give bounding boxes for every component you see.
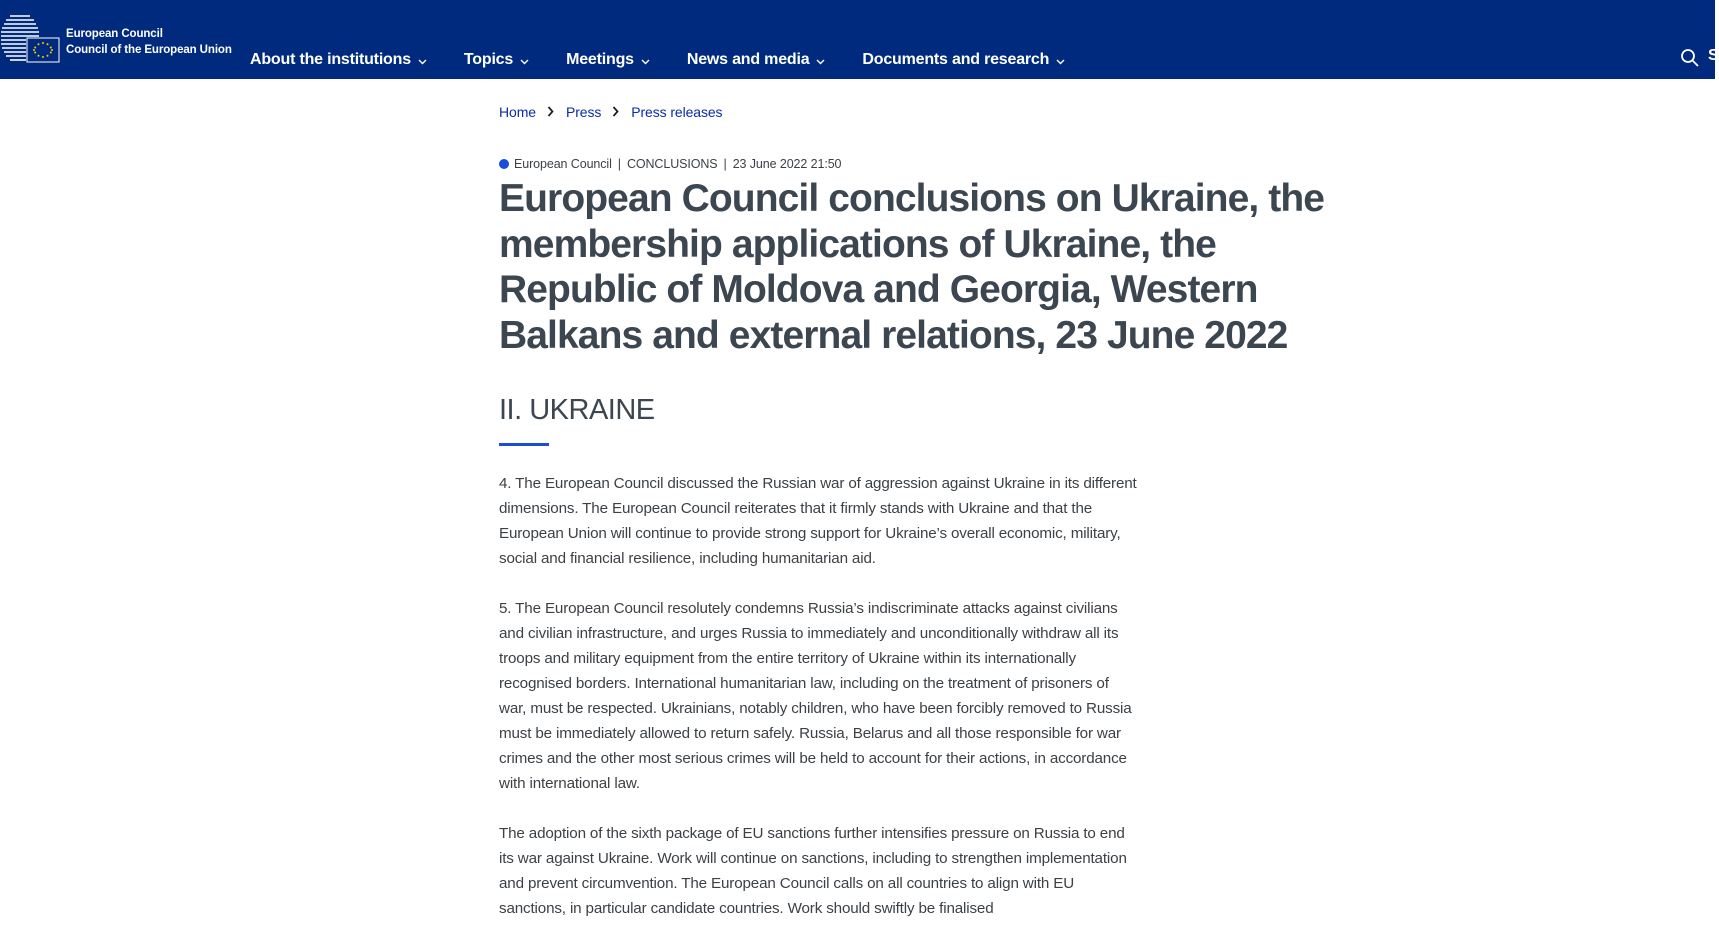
nav-item-meetings[interactable] — [566, 50, 650, 70]
nav-item-about-institutions[interactable] — [250, 50, 427, 70]
breadcrumb-press-releases[interactable]: Press releases — [631, 104, 723, 120]
nav-item-documents-research[interactable] — [862, 50, 1065, 70]
paragraph-sanctions: The adoption of the sixth package of EU sanctions further intensifies pressure on Russia to end its war against Ukraine. Work will continue on sanctions, including to strengthen implementation and prevent circumvention. The European Council calls on all countries to align with EU sanctions, in particular candidate countries. Work should swiftly be finalised — [499, 825, 1127, 917]
search-icon[interactable] — [1680, 48, 1700, 68]
council-emblem-icon — [0, 13, 62, 69]
search-label[interactable]: S — [1708, 47, 1719, 64]
meta-institution: European Council — [514, 157, 612, 171]
logo-text — [66, 24, 232, 58]
breadcrumb-home[interactable]: Home — [499, 104, 536, 120]
site-logo[interactable] — [0, 13, 232, 69]
nav-item-news-media[interactable] — [687, 50, 826, 70]
paragraph-5: 5. The European Council resolutely condemns Russia’s indiscriminate attacks against civilians and civilian infrastructure, and urges Russia to immediately and unconditionally withdraw all its troops and military equipment from the entire territory of Ukraine within its internationally recognised borders. International humanitarian law, including on the treatment of prisoners of war, must be respected. Ukrainians, notably children, who have been forcibly removed to Russia must be immediately allowed to return safely. Russia, Belarus and all those responsible for war crimes and the other most serious crimes will be held to account for their actions, in accordance with international law. — [499, 600, 1132, 792]
institution-dot-icon — [499, 159, 509, 169]
chevron-down-icon — [1056, 52, 1065, 70]
chevron-right-icon — [612, 104, 619, 120]
page-title: European Council conclusions on Ukraine, the membership applications of Ukraine, the Republic of Moldova and Georgia, Western Balkans and external relations, 23 June 2022 — [499, 177, 1325, 357]
chevron-down-icon — [641, 52, 650, 70]
article-body — [499, 471, 1139, 946]
logo-line-council-eu: Council of the European Union — [66, 44, 232, 56]
meta-type: CONCLUSIONS — [626, 157, 718, 171]
nav-item-label: News and media — [686, 51, 810, 68]
logo-line-european-council: European Council — [66, 28, 163, 40]
section-heading: II. UKRAINE — [499, 394, 655, 426]
meta-separator: | — [617, 157, 621, 171]
section-underline — [499, 443, 549, 446]
nav-item-label: Topics — [463, 51, 514, 68]
meta-date: 23 June 2022 21:50 — [732, 157, 842, 171]
breadcrumb-press[interactable]: Press — [565, 104, 602, 120]
main-navigation — [250, 46, 1102, 74]
chevron-down-icon — [520, 52, 529, 70]
nav-item-label: Documents and research — [862, 51, 1050, 68]
meta-separator: | — [723, 157, 727, 171]
paragraph-4: 4. The European Council discussed the Russian war of aggression against Ukraine in its different dimensions. The European Council reiterates that it firmly stands with Ukraine and that the European Union will continue to provide strong support for Ukraine’s overall economic, military, social and financial resilience, including humanitarian aid. — [499, 475, 1137, 567]
nav-item-label: Meetings — [566, 51, 634, 68]
chevron-down-icon — [816, 52, 825, 70]
nav-item-label: About the institutions — [250, 51, 411, 68]
nav-item-topics[interactable] — [464, 50, 529, 70]
article-meta — [499, 157, 841, 171]
site-header — [0, 0, 1719, 79]
breadcrumb — [499, 104, 722, 120]
chevron-down-icon — [418, 52, 427, 70]
chevron-right-icon — [547, 104, 554, 120]
